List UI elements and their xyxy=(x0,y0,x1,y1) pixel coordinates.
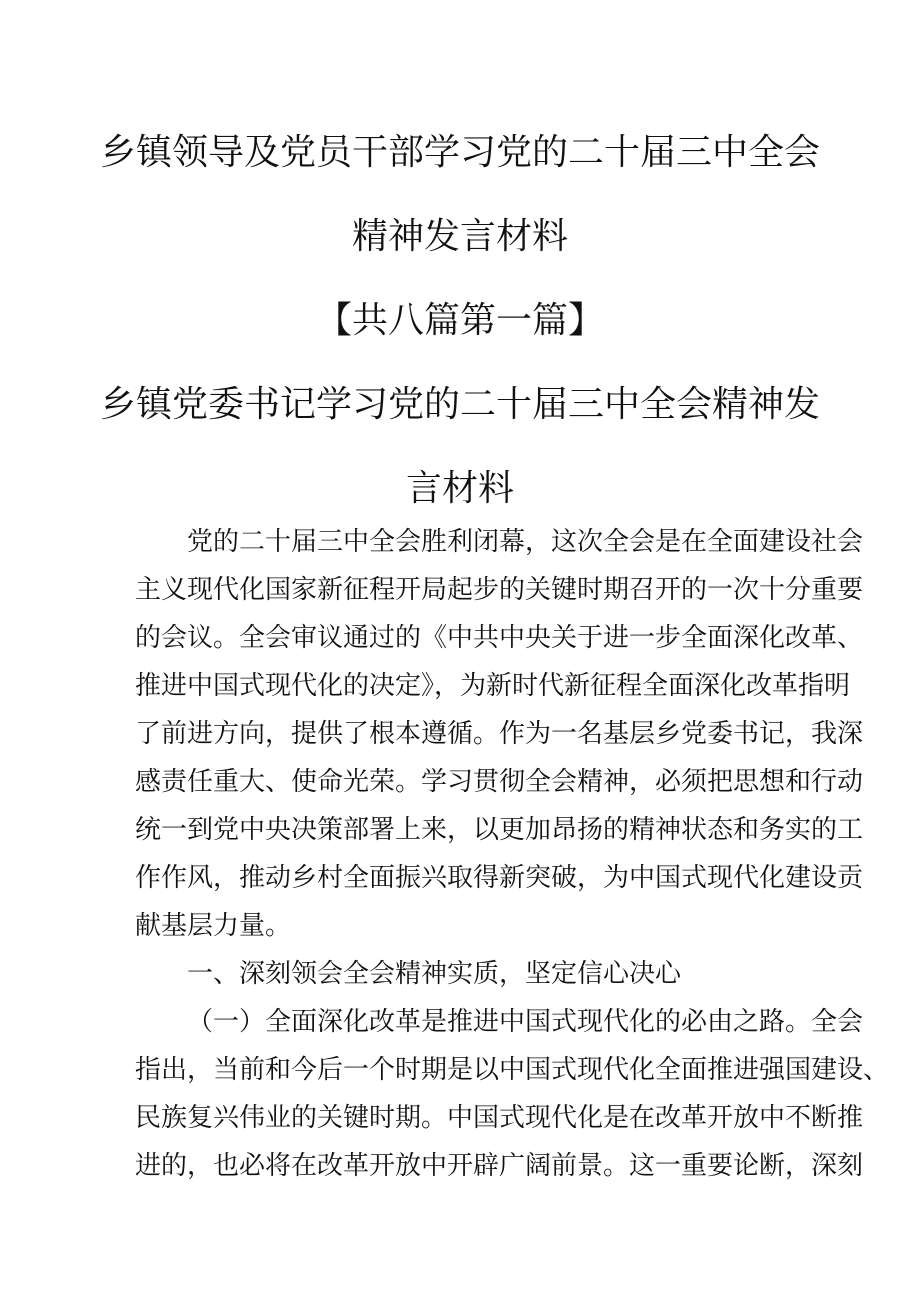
paragraph-line: 统一到党中央决策部署上来，以更加昂扬的精神状态和务实的工 xyxy=(135,815,864,845)
paragraph-line: 民族复兴伟业的关键时期。中国式现代化是在改革开放中不断推 xyxy=(135,1103,864,1133)
article-title-line-1: 乡镇党委书记学习党的二十届三中全会精神发 xyxy=(99,384,820,425)
paragraph-line: 作作风，推动乡村全面振兴取得新突破，为中国式现代化建设贡 xyxy=(135,863,864,893)
series-label: 【共八篇第一篇】 xyxy=(315,300,604,341)
section-heading: 一、深刻领会全会精神实质，坚定信心决心 xyxy=(187,959,682,989)
paragraph-line: （一）全面深化改革是推进中国式现代化的必由之路。全会 xyxy=(187,1007,864,1037)
article-title-line-2: 言材料 xyxy=(405,468,514,509)
paragraph-line: 党的二十届三中全会胜利闭幕，这次全会是在全面建设社会 xyxy=(187,527,864,557)
paragraph-line: 了前进方向，提供了根本遵循。作为一名基层乡党委书记，我深 xyxy=(135,719,864,749)
document-title-line-1: 乡镇领导及党员干部学习党的二十届三中全会 xyxy=(99,132,820,173)
paragraph-line: 的会议。全会审议通过的《中共中央关于进一步全面深化改革、 xyxy=(135,623,864,653)
paragraph-line: 感责任重大、使命光荣。学习贯彻全会精神，必须把思想和行动 xyxy=(135,767,864,797)
paragraph-line: 指出，当前和今后一个时期是以中国式现代化全面推进强国建设、 xyxy=(135,1055,890,1085)
paragraph-line: 进的，也必将在改革开放中开辟广阔前景。这一重要论断，深刻 xyxy=(135,1151,864,1181)
document-title-line-2: 精神发言材料 xyxy=(351,216,568,257)
paragraph-line: 主义现代化国家新征程开局起步的关键时期召开的一次十分重要 xyxy=(135,575,864,605)
paragraph-line: 献基层力量。 xyxy=(135,911,292,941)
paragraph-line: 推进中国式现代化的决定》，为新时代新征程全面深化改革指明 xyxy=(135,671,851,701)
